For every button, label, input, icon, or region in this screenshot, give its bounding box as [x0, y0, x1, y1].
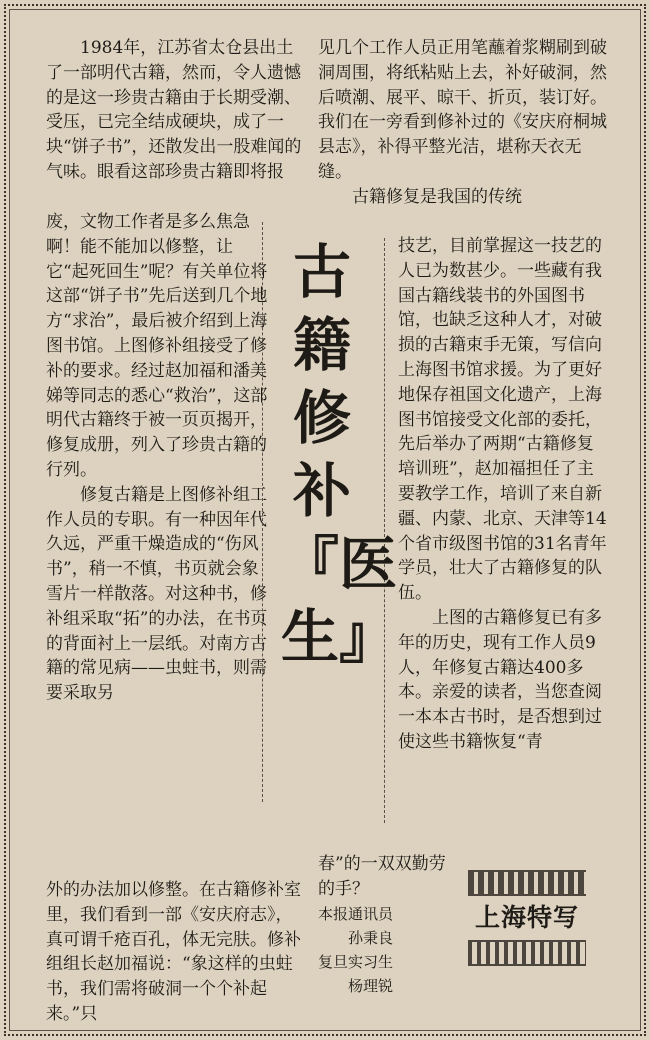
headline-char: 修 — [292, 384, 351, 452]
headline-char: 补 — [292, 457, 351, 525]
column-logo — [468, 870, 586, 970]
headline-char: 生』 — [281, 603, 398, 671]
byline-name-2: 杨理锐 — [348, 977, 394, 995]
col2-bottom-text: 春”的一双双勤劳的手？ — [318, 854, 446, 899]
skyline-graphic — [468, 870, 586, 896]
column-logo-label: 上海特写 — [474, 903, 579, 932]
col1-left-text: 废，文物工作者是多么焦急啊！能不能加以修整，让它“起死回生”呢？有关单位将这部“饼子书”先后送到几个地方“求治”，最后被介绍到上海图书馆。上图修补组接受了修补的要求。经过赵加福和潘美娣等同志的悉心“救治”，这部明代古籍终于被一页页揭开，修复成册，列入了珍贵古籍的行列。 修复古籍是上图修补组工作人员的专职。有一种因年代久远，严重干燥造成的“伤风书”，稍一不慎，书页就会象雪片一样散落。对这种书，修补组采取“拓”的办法，在书页的背面衬上一层纸。对南方古籍的常见病——虫蛀书，则需要采取另 — [46, 212, 268, 704]
col1-bottom-text: 外的办法加以修整。在古籍修补室里，我们看到一部《安庆府志》，真可谓千疮百孔，体无完肤。修补组组长赵加福说：“象这样的虫蛀书，我们需将破洞一个个补起来。”只 — [46, 880, 301, 1024]
byline-name-1: 孙秉良 — [348, 929, 394, 947]
byline-role-2: 复旦实习生 — [318, 953, 394, 971]
byline — [318, 902, 458, 998]
col2-top-text: 见几个工作人员正用笔蘸着浆糊刷到破洞周围，将纸粘贴上去，补好破洞，然后喷潮、展平、晾干、折页，装订好。我们在一旁看到修补过的《安庆府桐城县志》，补得平整光洁，堪称天衣无缝。 古籍修复是我国的传统 — [318, 38, 607, 207]
headline — [281, 236, 398, 674]
buildings-graphic — [468, 940, 586, 966]
byline-role-1: 本报通讯员 — [318, 905, 394, 923]
col1-top-text: 1984年，江苏省太仓县出土了一部明代古籍，然而，令人遗憾的是这一珍贵古籍由于长期受潮、受压，已完全结成硬块，成了一块“饼子书”，还散发出一股难闻的气味。眼看这部珍贵古籍即将报 — [46, 38, 302, 182]
left-column-rule — [262, 222, 263, 802]
headline-char: 籍 — [292, 311, 351, 379]
headline-char: 古 — [292, 238, 351, 306]
col2-right-text: 技艺，目前掌握这一技艺的人已为数甚少。一些藏有我国古籍线装书的外国图书馆，也缺乏这种人才，对破损的古籍束手无策，写信向上海图书馆求援。为了更好地保存祖国文化遗产，上海图书馆接受文化部的委托，先后举办了两期“古籍修复培训班”，赵加福担任了主要教学工作，培训了来自新疆、内蒙、北京、天津等14个省市级图书馆的31名青年学员，壮大了古籍修复的队伍。 上图的古籍修复已有多年的历史，现有工作人员9人，年修复古籍达400多本。亲爱的读者，当您查阅一本本古书时，是否想到过使这些书籍恢复“青 — [398, 236, 607, 752]
headline-char: 『医 — [281, 530, 398, 598]
